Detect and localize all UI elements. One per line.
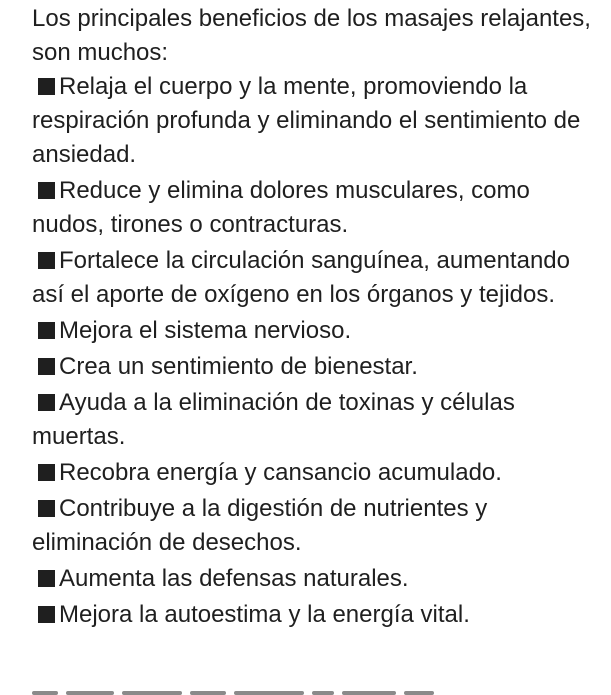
black-square-bullet-icon: [38, 570, 55, 587]
list-item: [32, 598, 604, 632]
list-item: [32, 492, 604, 560]
document-body: [32, 2, 604, 632]
list-item-text: Relaja el cuerpo y la mente, promoviendo la respiración profunda y eliminando el sentimiento de ansiedad.: [32, 73, 581, 168]
list-item-text: Recobra energía y cansancio acumulado.: [59, 459, 502, 486]
list-item-text: Ayuda a la eliminación de toxinas y células muertas.: [32, 389, 515, 450]
list-item-text: Mejora el sistema nervioso.: [59, 317, 352, 344]
benefits-list: [32, 70, 604, 632]
black-square-bullet-icon: [38, 78, 55, 95]
list-item: [32, 174, 604, 242]
list-item: [32, 244, 604, 312]
list-item: [32, 456, 604, 490]
black-square-bullet-icon: [38, 358, 55, 375]
list-item: [32, 350, 604, 384]
list-item-text: Mejora la autoestima y la energía vital.: [59, 601, 470, 628]
intro-paragraph: Los principales beneficios de los masajes relajantes, son muchos:: [32, 5, 591, 66]
black-square-bullet-icon: [38, 252, 55, 269]
black-square-bullet-icon: [38, 182, 55, 199]
black-square-bullet-icon: [38, 394, 55, 411]
list-item-text: Reduce y elimina dolores musculares, como nudos, tirones o contracturas.: [32, 177, 530, 238]
black-square-bullet-icon: [38, 464, 55, 481]
list-item: [32, 314, 604, 348]
list-item-text: Contribuye a la digestión de nutrientes y eliminación de desechos.: [32, 495, 488, 556]
black-square-bullet-icon: [38, 606, 55, 623]
black-square-bullet-icon: [38, 500, 55, 517]
black-square-bullet-icon: [38, 322, 55, 339]
list-item: [32, 386, 604, 454]
cut-off-text-line: [32, 683, 592, 695]
list-item-text: Fortalece la circulación sanguínea, aumentando así el aporte de oxígeno en los órganos y tejidos.: [32, 247, 570, 308]
list-item-text: Crea un sentimiento de bienestar.: [59, 353, 418, 380]
list-item-text: Aumenta las defensas naturales.: [59, 565, 409, 592]
list-item: [32, 70, 604, 172]
list-item: [32, 562, 604, 596]
